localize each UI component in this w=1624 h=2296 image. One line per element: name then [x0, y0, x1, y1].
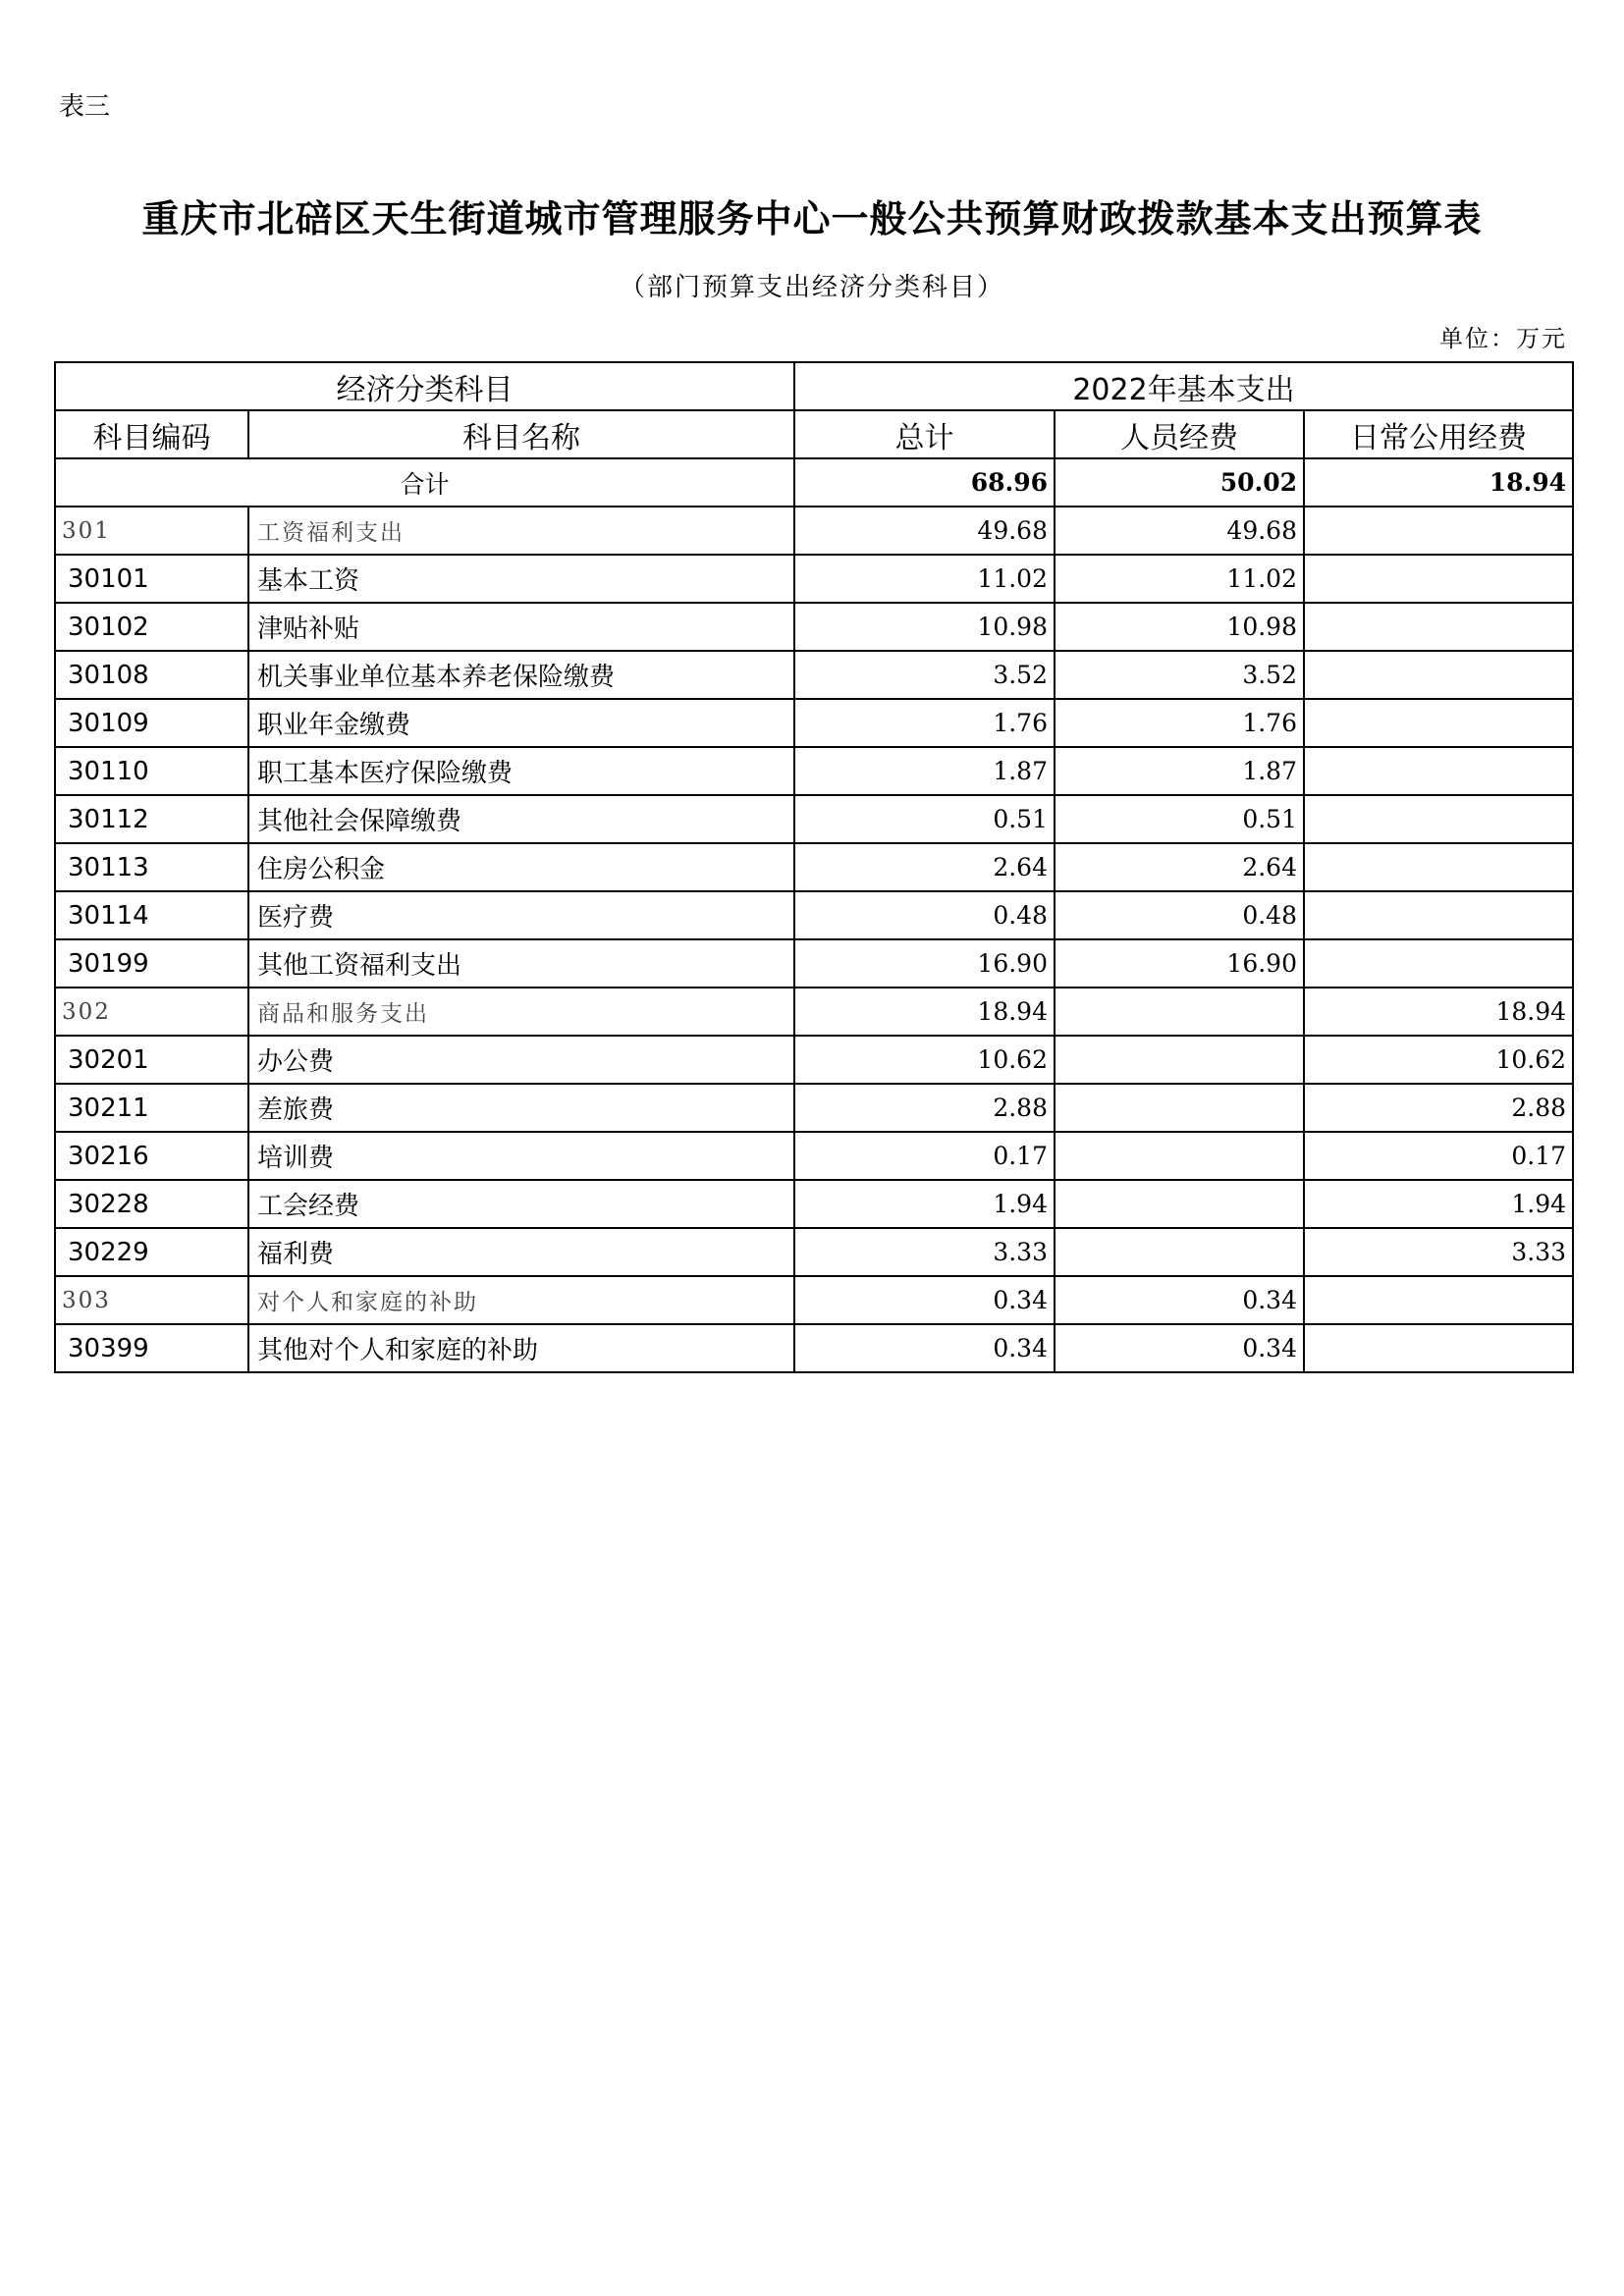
table-row — [55, 1132, 1573, 1180]
row-public — [1304, 507, 1573, 555]
row-code: 301 — [55, 507, 248, 555]
row-public: 18.94 — [1304, 988, 1573, 1036]
row-personnel: 0.48 — [1055, 891, 1304, 939]
row-name: 福利费 — [248, 1228, 794, 1276]
row-name: 住房公积金 — [248, 843, 794, 891]
row-total: 10.98 — [794, 603, 1055, 651]
row-total: 16.90 — [794, 939, 1055, 988]
row-name: 工资福利支出 — [248, 507, 794, 555]
row-code: 30114 — [55, 891, 248, 939]
row-name: 工会经费 — [248, 1180, 794, 1228]
row-personnel: 0.34 — [1055, 1324, 1304, 1372]
total-label: 合计 — [55, 458, 794, 507]
row-total: 1.94 — [794, 1180, 1055, 1228]
row-public — [1304, 891, 1573, 939]
row-public — [1304, 747, 1573, 795]
row-public: 2.88 — [1304, 1084, 1573, 1132]
row-personnel: 0.51 — [1055, 795, 1304, 843]
row-personnel: 1.87 — [1055, 747, 1304, 795]
row-name: 基本工资 — [248, 555, 794, 603]
row-personnel — [1055, 1036, 1304, 1084]
row-public — [1304, 651, 1573, 699]
row-code: 30108 — [55, 651, 248, 699]
row-code: 30110 — [55, 747, 248, 795]
row-public: 0.17 — [1304, 1132, 1573, 1180]
row-code: 30228 — [55, 1180, 248, 1228]
row-public — [1304, 1324, 1573, 1372]
row-code: 303 — [55, 1276, 248, 1324]
header-row-2 — [55, 410, 1573, 458]
table-row — [55, 1324, 1573, 1372]
row-personnel: 2.64 — [1055, 843, 1304, 891]
header-name: 科目名称 — [248, 410, 794, 458]
table-row — [55, 795, 1573, 843]
row-total: 2.64 — [794, 843, 1055, 891]
row-name: 培训费 — [248, 1132, 794, 1180]
row-total: 11.02 — [794, 555, 1055, 603]
total-row — [55, 458, 1573, 507]
row-total: 0.34 — [794, 1324, 1055, 1372]
table-row — [55, 1084, 1573, 1132]
header-public: 日常公用经费 — [1304, 410, 1573, 458]
header-code: 科目编码 — [55, 410, 248, 458]
row-name: 其他工资福利支出 — [248, 939, 794, 988]
row-total: 1.76 — [794, 699, 1055, 747]
total-public: 18.94 — [1304, 458, 1573, 507]
row-name: 职工基本医疗保险缴费 — [248, 747, 794, 795]
table-row — [55, 843, 1573, 891]
table-row — [55, 1228, 1573, 1276]
row-name: 差旅费 — [248, 1084, 794, 1132]
row-personnel — [1055, 1228, 1304, 1276]
row-code: 30229 — [55, 1228, 248, 1276]
row-name: 职业年金缴费 — [248, 699, 794, 747]
row-personnel: 11.02 — [1055, 555, 1304, 603]
row-code: 30109 — [55, 699, 248, 747]
row-code: 30113 — [55, 843, 248, 891]
row-name: 商品和服务支出 — [248, 988, 794, 1036]
row-public — [1304, 555, 1573, 603]
row-total: 18.94 — [794, 988, 1055, 1036]
row-name: 办公费 — [248, 1036, 794, 1084]
row-total: 0.17 — [794, 1132, 1055, 1180]
row-personnel — [1055, 988, 1304, 1036]
row-name: 其他对个人和家庭的补助 — [248, 1324, 794, 1372]
row-public — [1304, 843, 1573, 891]
row-code: 30399 — [55, 1324, 248, 1372]
table-row — [55, 555, 1573, 603]
row-personnel: 3.52 — [1055, 651, 1304, 699]
row-public — [1304, 939, 1573, 988]
row-total: 0.34 — [794, 1276, 1055, 1324]
header-personnel: 人员经费 — [1055, 410, 1304, 458]
table-row — [55, 747, 1573, 795]
row-code: 30211 — [55, 1084, 248, 1132]
table-row — [55, 651, 1573, 699]
table-row — [55, 891, 1573, 939]
row-personnel — [1055, 1132, 1304, 1180]
row-personnel: 0.34 — [1055, 1276, 1304, 1324]
row-public: 3.33 — [1304, 1228, 1573, 1276]
row-total: 2.88 — [794, 1084, 1055, 1132]
table-row — [55, 603, 1573, 651]
row-personnel: 49.68 — [1055, 507, 1304, 555]
table-row — [55, 988, 1573, 1036]
header-basic-expense: 2022年基本支出 — [794, 362, 1573, 410]
row-personnel — [1055, 1180, 1304, 1228]
row-name: 其他社会保障缴费 — [248, 795, 794, 843]
row-public — [1304, 1276, 1573, 1324]
table-row — [55, 1036, 1573, 1084]
table-row — [55, 1276, 1573, 1324]
row-personnel: 10.98 — [1055, 603, 1304, 651]
row-personnel: 1.76 — [1055, 699, 1304, 747]
row-total: 0.48 — [794, 891, 1055, 939]
row-public: 10.62 — [1304, 1036, 1573, 1084]
page-subtitle: （部门预算支出经济分类科目） — [619, 273, 1004, 302]
table-row — [55, 507, 1573, 555]
header-total: 总计 — [794, 410, 1055, 458]
row-code: 30199 — [55, 939, 248, 988]
header-row-1 — [55, 362, 1573, 410]
row-total: 1.87 — [794, 747, 1055, 795]
budget-table — [54, 361, 1574, 1373]
row-code: 30101 — [55, 555, 248, 603]
row-total: 49.68 — [794, 507, 1055, 555]
table-number: 表三 — [59, 92, 111, 122]
row-public — [1304, 699, 1573, 747]
page-title: 重庆市北碚区天生街道城市管理服务中心一般公共预算财政拨款基本支出预算表 — [141, 196, 1483, 240]
table-row — [55, 939, 1573, 988]
row-public: 1.94 — [1304, 1180, 1573, 1228]
total-amount: 68.96 — [794, 458, 1055, 507]
row-code: 30201 — [55, 1036, 248, 1084]
row-total: 3.33 — [794, 1228, 1055, 1276]
row-name: 机关事业单位基本养老保险缴费 — [248, 651, 794, 699]
row-code: 30102 — [55, 603, 248, 651]
row-public — [1304, 603, 1573, 651]
row-personnel: 16.90 — [1055, 939, 1304, 988]
unit-label: 单位：万元 — [1439, 325, 1567, 352]
row-total: 0.51 — [794, 795, 1055, 843]
row-code: 30216 — [55, 1132, 248, 1180]
table-row — [55, 1180, 1573, 1228]
row-name: 津贴补贴 — [248, 603, 794, 651]
header-econ-class: 经济分类科目 — [55, 362, 794, 410]
row-total: 10.62 — [794, 1036, 1055, 1084]
row-code: 30112 — [55, 795, 248, 843]
row-personnel — [1055, 1084, 1304, 1132]
row-public — [1304, 795, 1573, 843]
row-name: 对个人和家庭的补助 — [248, 1276, 794, 1324]
row-code: 302 — [55, 988, 248, 1036]
table-row — [55, 699, 1573, 747]
row-total: 3.52 — [794, 651, 1055, 699]
row-name: 医疗费 — [248, 891, 794, 939]
total-personnel: 50.02 — [1055, 458, 1304, 507]
